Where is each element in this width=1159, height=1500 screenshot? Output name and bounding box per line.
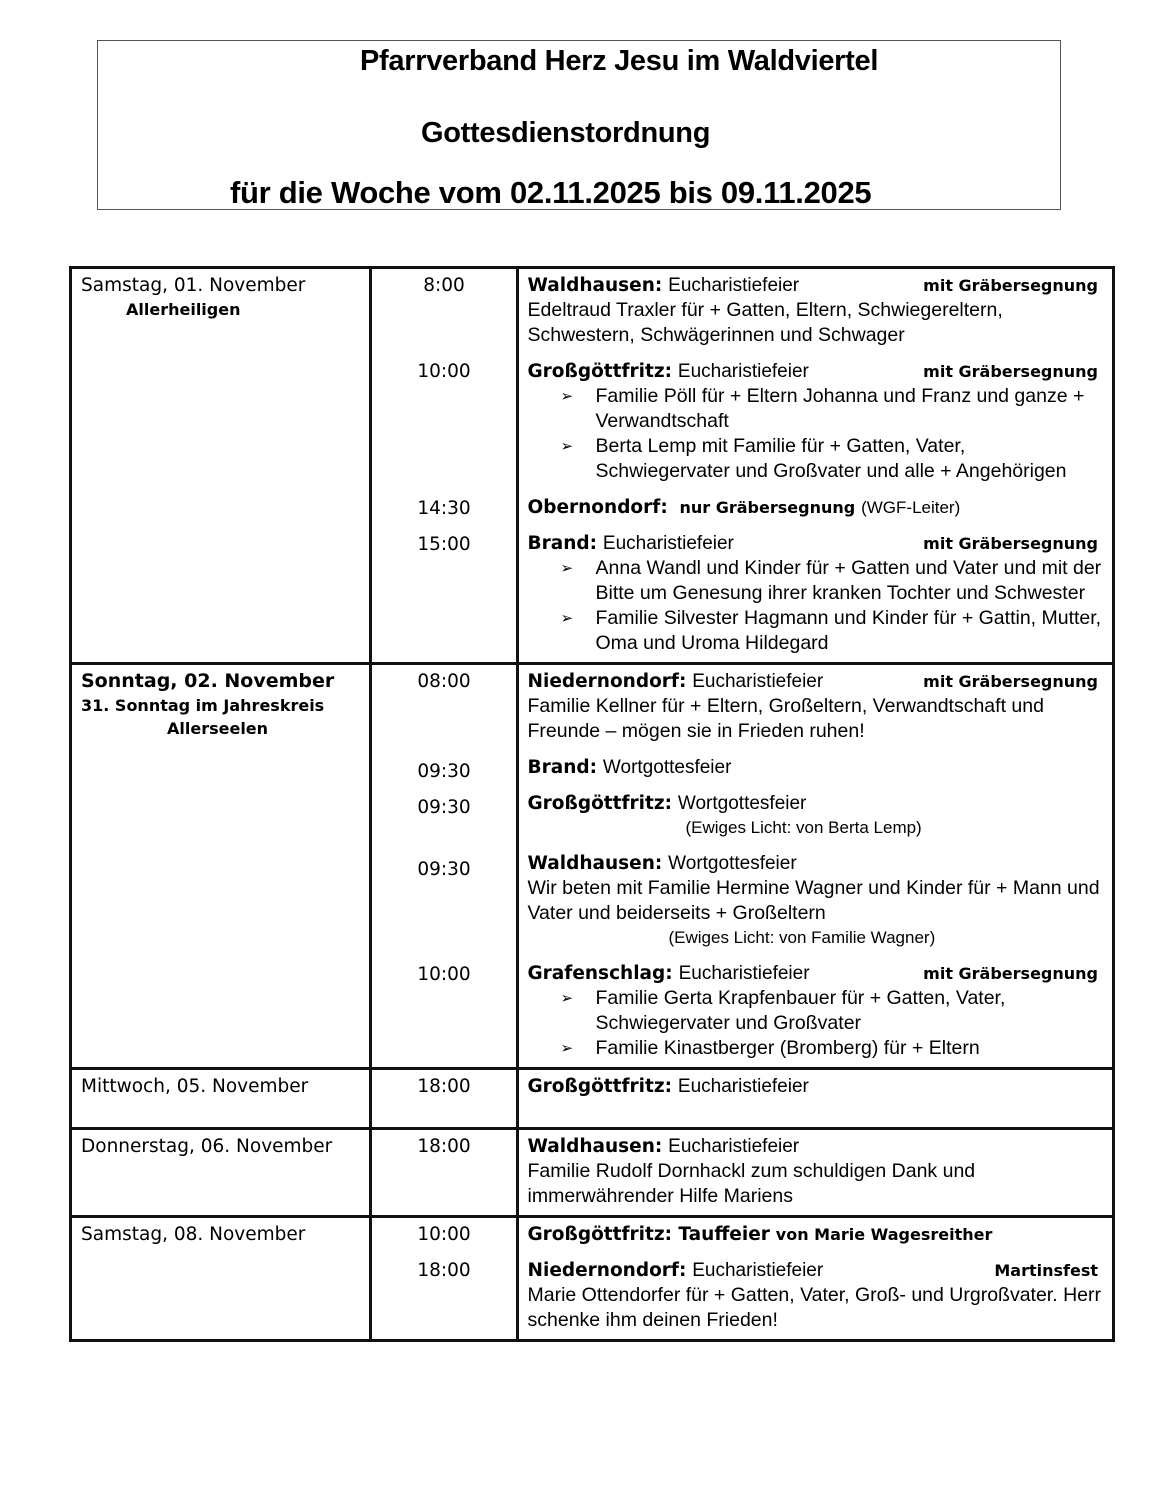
place-name: Niedernondorf: — [527, 671, 687, 692]
service-entry — [528, 495, 1105, 520]
service-type: Eucharistiefeier — [692, 671, 824, 692]
service-type: Eucharistiefeier — [678, 963, 810, 984]
service-entry — [528, 531, 1105, 656]
list-item: ➢ Familie Pöll für + Eltern Johanna und Franz und ganze + Verwandtschaft — [560, 385, 1085, 432]
list-item: ➢ Anna Wandl und Kinder für + Gatten und Vater und mit der Bitte um Genesung ihrer kranken Tochter und Schwester — [560, 557, 1102, 604]
service-type: Eucharistiefeier — [692, 1260, 824, 1281]
service-note: (WGF-Leiter) — [861, 498, 961, 517]
arrow-bullet-icon: ➢ — [560, 610, 574, 627]
place-name: Grafenschlag: — [527, 963, 673, 984]
document-title: Gottesdienstordnung — [421, 117, 711, 149]
time-label: 09:30 — [417, 859, 471, 880]
day-cell — [71, 664, 371, 1069]
table-row — [71, 1129, 1114, 1217]
table-row — [71, 1217, 1114, 1341]
intention-list — [528, 556, 1105, 656]
feast-label: Allerheiligen — [126, 300, 241, 319]
document-header — [97, 40, 1061, 210]
time-label: 15:00 — [417, 534, 471, 555]
mass-intention: Wir beten mit Familie Hermine Wagner und Kinder für + Mann und Vater und beiderseits + Großeltern — [527, 877, 1100, 924]
time-label: 09:30 — [417, 761, 471, 782]
service-entry — [528, 961, 1105, 1061]
mass-intention: Familie Kellner für + Eltern, Großeltern, Verwandtschaft und Freunde – mögen sie in Frieden ruhen! — [527, 695, 1044, 742]
service-entry — [528, 273, 1105, 348]
detail-cell — [517, 664, 1114, 1069]
day-cell — [71, 268, 371, 664]
service-entry — [528, 669, 1105, 744]
intention-list — [528, 986, 1105, 1061]
time-label: 18:00 — [417, 1076, 471, 1097]
service-type: Wortgottesfeier — [677, 793, 807, 814]
place-name: Brand: — [527, 757, 598, 778]
day-label: Sonntag, 02. November — [81, 670, 335, 692]
place-name: Brand: — [527, 533, 598, 554]
time-label: 14:30 — [417, 498, 471, 519]
service-entry — [528, 1258, 1105, 1333]
service-entry — [528, 851, 1105, 950]
schedule-table — [69, 266, 1115, 1342]
mass-intention: Edeltraud Traxler für + Gatten, Eltern, Schwiegereltern, Schwestern, Schwägerinnen und Schwager — [527, 299, 1003, 346]
week-range: für die Woche vom 02.11.2025 bis 09.11.2025 — [230, 175, 872, 210]
place-name: Großgöttfritz: — [527, 1076, 672, 1097]
service-entry — [528, 1222, 1105, 1247]
time-label: 8:00 — [423, 275, 465, 296]
table-row — [71, 1069, 1114, 1129]
table-row — [71, 664, 1114, 1069]
place-name: Waldhausen: — [527, 853, 663, 874]
feast-label: Allerseelen — [167, 719, 269, 738]
service-tag: mit Gräbersegnung — [923, 276, 1098, 295]
day-label: Mittwoch, 05. November — [81, 1076, 309, 1097]
place-name: Waldhausen: — [527, 275, 663, 296]
service-tag: nur Gräbersegnung — [679, 498, 856, 517]
list-item: ➢ Familie Silvester Hagmann und Kinder für + Gattin, Mutter, Oma und Uroma Hildegard — [560, 607, 1102, 654]
detail-cell — [517, 1217, 1114, 1341]
detail-cell — [517, 1069, 1114, 1129]
place-name: Großgöttfritz: — [527, 361, 672, 382]
day-label: Samstag, 01. November — [81, 275, 306, 296]
feast-label: 31. Sonntag im Jahreskreis — [81, 696, 325, 715]
place-name: Obernondorf: — [527, 497, 668, 518]
service-entry — [528, 1134, 1105, 1209]
parish-name: Pfarrverband Herz Jesu im Waldviertel — [360, 45, 879, 77]
arrow-bullet-icon: ➢ — [560, 1040, 574, 1057]
eternal-light-note: (Ewiges Licht: von Familie Wagner) — [668, 928, 936, 947]
time-label: 18:00 — [417, 1260, 471, 1281]
list-item: ➢ Berta Lemp mit Familie für + Gatten, Vater, Schwiegervater und Großvater und alle + Angehörigen — [560, 435, 1067, 482]
list-item: ➢ Familie Kinastberger (Bromberg) für + Eltern — [560, 1037, 980, 1059]
service-type: Eucharistiefeier — [677, 361, 809, 382]
service-tag: mit Gräbersegnung — [923, 672, 1098, 691]
arrow-bullet-icon: ➢ — [560, 388, 574, 405]
place-name: Großgöttfritz: — [527, 793, 672, 814]
service-entry — [528, 755, 1105, 780]
service-type: Wortgottesfeier — [668, 853, 797, 874]
time-label: 08:00 — [417, 671, 471, 692]
service-type: Eucharistiefeier — [677, 1076, 809, 1097]
service-type: Eucharistiefeier — [668, 275, 800, 296]
mass-intention: Familie Rudolf Dornhackl zum schuldigen Dank und immerwährender Hilfe Mariens — [527, 1160, 976, 1207]
time-cell — [370, 664, 517, 1069]
service-tag: mit Gräbersegnung — [923, 964, 1098, 983]
time-cell — [370, 1069, 517, 1129]
time-cell — [370, 1129, 517, 1217]
place-name: Niedernondorf: — [527, 1260, 687, 1281]
arrow-bullet-icon: ➢ — [560, 438, 574, 455]
service-tag: mit Gräbersegnung — [923, 362, 1098, 381]
detail-cell — [517, 1129, 1114, 1217]
day-label: Samstag, 08. November — [81, 1224, 306, 1245]
service-entry — [528, 359, 1105, 484]
time-label: 09:30 — [417, 797, 471, 818]
arrow-bullet-icon: ➢ — [560, 560, 574, 577]
service-type: Eucharistiefeier — [602, 533, 734, 554]
time-label: 10:00 — [417, 964, 471, 985]
service-tag: Martinsfest — [994, 1261, 1098, 1280]
place-name: Waldhausen: — [527, 1136, 663, 1157]
list-item: ➢ Familie Gerta Krapfenbauer für + Gatten, Vater, Schwiegervater und Großvater — [560, 987, 1006, 1034]
table-row — [71, 268, 1114, 664]
service-entry — [528, 1074, 1105, 1099]
place-name: Großgöttfritz: Tauffeier — [527, 1224, 770, 1245]
service-entry — [528, 791, 1105, 840]
time-label: 10:00 — [417, 1224, 471, 1245]
service-type: Wortgottesfeier — [602, 757, 732, 778]
day-label: Donnerstag, 06. November — [81, 1136, 333, 1157]
time-label: 10:00 — [417, 361, 471, 382]
time-cell — [370, 1217, 517, 1341]
day-cell — [71, 1069, 371, 1129]
arrow-bullet-icon: ➢ — [560, 990, 574, 1007]
service-tag: mit Gräbersegnung — [923, 534, 1098, 553]
day-cell — [71, 1217, 371, 1341]
eternal-light-note: (Ewiges Licht: von Berta Lemp) — [685, 818, 922, 837]
mass-intention: Marie Ottendorfer für + Gatten, Vater, Groß- und Urgroßvater. Herr schenke ihm deinen Frieden! — [527, 1284, 1101, 1331]
time-cell — [370, 268, 517, 664]
detail-cell — [517, 268, 1114, 664]
time-label: 18:00 — [417, 1136, 471, 1157]
day-cell — [71, 1129, 371, 1217]
service-tag: von Marie Wagesreither — [775, 1225, 993, 1244]
service-type: Eucharistiefeier — [668, 1136, 800, 1157]
intention-list — [528, 384, 1105, 484]
